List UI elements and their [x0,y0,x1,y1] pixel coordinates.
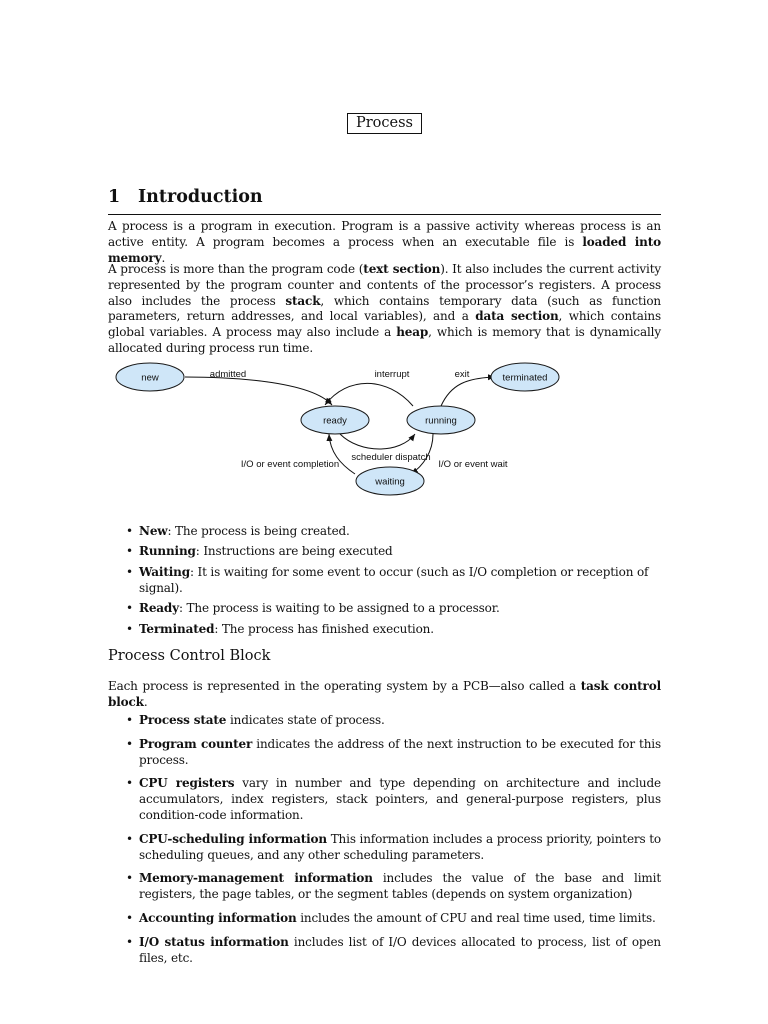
list-item [126,713,661,729]
section-rule [108,214,661,215]
list-item-term: Ready [139,601,179,616]
intro-p2-bold-text-section: text section [363,262,441,276]
pcb-intro-end: . [143,694,148,709]
edge-ready-to-running-dispatch [340,434,415,449]
edge-running-to-terminated [441,377,495,406]
document-title: Process [347,113,422,134]
transition-label-scheduler-dispatch: scheduler dispatch [351,452,431,463]
transition-label-admitted: admitted [209,369,247,380]
pcb-intro-bold: task control block [108,679,661,709]
list-item-desc: : Instructions are being executed [195,544,393,559]
list-item [126,776,661,823]
pcb-intro-text: Each process is represented in the operating system by a PCB—also called a [108,679,581,693]
list-item-desc: includes the amount of CPU and real time used, time limits. [296,910,656,925]
transition-label-io-event-wait: I/O or event wait [438,459,508,470]
list-item [126,565,661,597]
list-item-desc: includes list of I/O devices allocated to process, list of open files, etc. [139,934,661,965]
list-item-term: Running [139,544,196,559]
intro-p2-text-5: , which is memory that is dynamically allocated during process run time. [108,325,661,355]
list-item-desc: This information includes a process priority, pointers to scheduling queues, and any other scheduling parameters. [139,831,661,862]
intro-paragraph-1 [108,219,661,266]
list-item [126,544,661,560]
intro-p2-text-1: A process is more than the program code ( [108,262,364,276]
intro-p2-bold-stack: stack [285,293,321,308]
intro-p1-end: . [161,250,166,265]
intro-p2-text-4: , which contains global variables. A process may also include a [108,309,661,340]
list-item-term: Accounting information [139,910,297,925]
state-label-running: running [425,415,457,427]
transition-label-io-event-completion: I/O or event completion [240,459,340,470]
list-item-term: New [139,524,168,538]
state-label-terminated: terminated [502,372,548,384]
title-wrapper [108,112,661,134]
list-item [126,601,661,617]
list-item-term: Waiting [139,564,190,579]
section-heading [108,186,263,208]
section-title: Introduction [138,187,263,207]
pcb-fields-list [126,713,661,974]
list-item-desc: indicates the address of the next instruction to be executed for this process. [139,736,661,767]
intro-p2-bold-data-section: data section [475,309,559,324]
list-item-term: CPU registers [139,776,235,791]
list-item-term: Program counter [139,736,253,751]
list-item [126,832,661,864]
list-item [126,911,661,927]
list-item [126,935,661,967]
edge-new-to-ready [185,377,332,405]
transition-label-exit: exit [454,369,470,380]
edge-running-to-ready-interrupt [325,383,413,406]
intro-p2-text-2: ). It also includes the current activity represented by the program counter and contents of the processor’s registers. A process also includes the process [108,262,662,308]
list-item [126,871,661,903]
intro-p1-bold: loaded into memory [108,234,661,265]
list-item-term: Terminated [139,621,215,636]
list-item-term: I/O status information [139,934,289,949]
section-number: 1 [108,187,121,207]
list-item [126,524,661,540]
intro-p2-text-3: , which contains temporary data (such as function parameters, return addresses, and local variables), and a [108,293,661,324]
list-item-desc: : It is waiting for some event to occur (such as I/O completion or reception of signal). [139,564,649,595]
list-item [126,737,661,769]
list-item-desc: indicates state of process. [226,713,385,727]
intro-p1-text: A process is a program in execution. Program is a passive activity whereas process is an active entity. A program becomes a process when an executable file is [108,219,661,249]
list-item-desc: vary in number and type depending on architecture and include accumulators, index registers, stack pointers, and general-purpose registers, plus condition-code information. [139,776,661,822]
transition-label-interrupt: interrupt [374,369,410,380]
process-state-diagram-svg [110,356,570,496]
list-item-desc: : The process has finished execution. [214,621,434,636]
state-label-waiting: waiting [375,476,405,488]
list-item-term: Process state [139,713,227,727]
process-state-diagram [110,356,570,496]
intro-paragraph-2 [108,262,661,357]
list-item [126,622,661,638]
intro-p2-bold-heap: heap [396,325,429,340]
list-item-term: CPU-scheduling information [139,831,327,846]
list-item-desc: : The process is being created. [167,524,350,538]
list-item-desc: : The process is waiting to be assigned to a processor. [179,601,500,616]
state-label-new: new [141,372,159,384]
pcb-intro-paragraph [108,679,661,711]
pcb-heading: Process Control Block [108,648,271,664]
list-item-desc: includes the value of the base and limit registers, the page tables, or the segment tables (depends on system organization) [139,871,662,902]
state-label-ready: ready [323,415,347,427]
process-states-list [126,524,661,642]
list-item-term: Memory-management information [139,871,373,886]
